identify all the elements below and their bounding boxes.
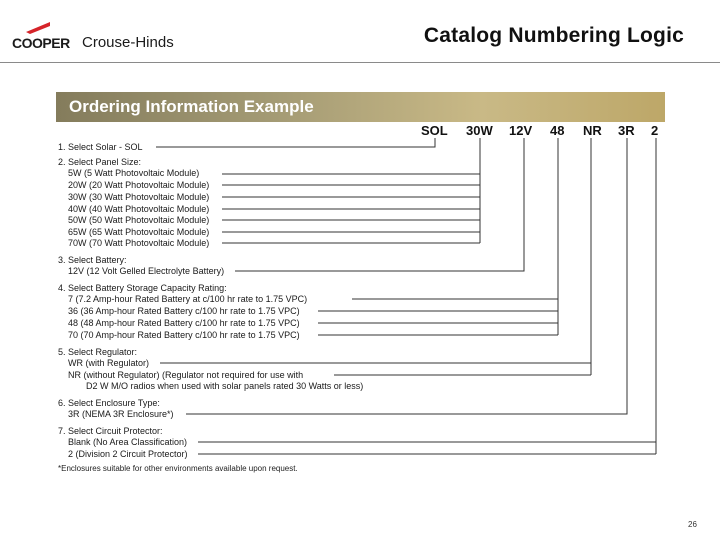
list-item: 70 (70 Amp-hour Rated Battery c/100 hr rate to 1.75 VPC) bbox=[68, 330, 300, 340]
connector-enclosure bbox=[186, 138, 627, 414]
banner-title: Ordering Information Example bbox=[69, 97, 314, 116]
list-item: 36 (36 Amp-hour Rated Battery c/100 hr rate to 1.75 VPC) bbox=[68, 306, 300, 316]
list-item: NR (without Regulator) (Regulator not required for use with bbox=[68, 370, 304, 380]
list-item: 50W (50 Watt Photovoltaic Module) bbox=[68, 215, 210, 225]
list-item: 5W (5 Watt Photovoltaic Module) bbox=[68, 168, 200, 178]
list-item: 48 (48 Amp-hour Rated Battery c/100 hr rate to 1.75 VPC) bbox=[68, 318, 300, 328]
code-battery: 12V bbox=[509, 123, 533, 138]
code-capacity: 48 bbox=[550, 123, 565, 138]
code-enclosure: 3R bbox=[618, 123, 635, 138]
list-item: D2 W M/O radios when used with solar panels rated 30 Watts or less) bbox=[86, 381, 364, 391]
list-item: 7 (7.2 Amp-hour Rated Battery at c/100 hr rate to 1.75 VPC) bbox=[68, 294, 308, 304]
step-4-heading: 4. Select Battery Storage Capacity Rating: bbox=[58, 283, 227, 293]
list-item: Blank (No Area Classification) bbox=[68, 437, 188, 447]
code-panel: 30W bbox=[466, 123, 493, 138]
step-1-heading: 1. Select Solar - SOL bbox=[58, 142, 143, 152]
list-item: 2 (Division 2 Circuit Protector) bbox=[68, 449, 188, 459]
step-5-heading: 5. Select Regulator: bbox=[58, 347, 138, 357]
list-item: 30W (30 Watt Photovoltaic Module) bbox=[68, 192, 210, 202]
connector-sol bbox=[156, 138, 435, 147]
connector-battery bbox=[235, 138, 524, 271]
step-3-heading: 3. Select Battery: bbox=[58, 255, 127, 265]
code-sol: SOL bbox=[421, 123, 448, 138]
list-item: 70W (70 Watt Photovoltaic Module) bbox=[68, 238, 210, 248]
list-item: 20W (20 Watt Photovoltaic Module) bbox=[68, 180, 210, 190]
page-title: Catalog Numbering Logic bbox=[423, 24, 684, 47]
list-item: 3R (NEMA 3R Enclosure*) bbox=[68, 409, 174, 419]
list-item: WR (with Regulator) bbox=[68, 358, 150, 368]
logo-brand: COOPER bbox=[12, 35, 70, 51]
step-6-heading: 6. Select Enclosure Type: bbox=[58, 398, 160, 408]
step-7-heading: 7. Select Circuit Protector: bbox=[58, 426, 163, 436]
list-item: 40W (40 Watt Photovoltaic Module) bbox=[68, 204, 210, 214]
list-item: 12V (12 Volt Gelled Electrolyte Battery) bbox=[68, 266, 225, 276]
logo-division: Crouse-Hinds bbox=[82, 34, 174, 51]
code-circuit: 2 bbox=[651, 123, 659, 138]
list-item: 65W (65 Watt Photovoltaic Module) bbox=[68, 227, 210, 237]
page-number: 26 bbox=[688, 520, 697, 529]
step-2-heading: 2. Select Panel Size: bbox=[58, 157, 142, 167]
code-regulator: NR bbox=[583, 123, 602, 138]
footnote: *Enclosures suitable for other environments available upon request. bbox=[58, 464, 298, 473]
